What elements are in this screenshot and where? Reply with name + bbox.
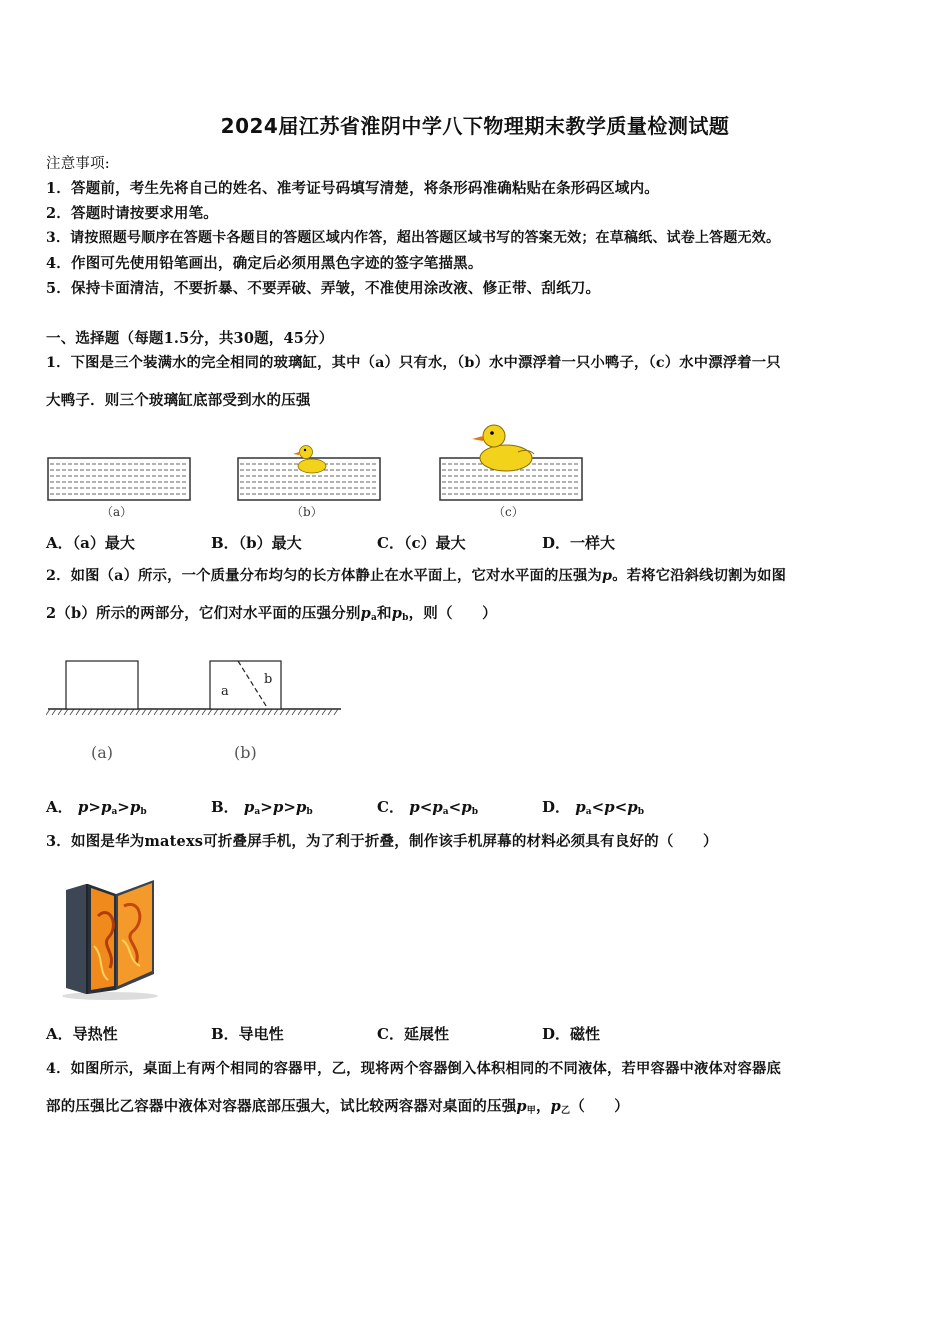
notice-item: 2．答题时请按要求用笔。 bbox=[46, 205, 218, 222]
q2-figure bbox=[46, 655, 346, 770]
q1-option-b[interactable]: B．（b）最大 bbox=[211, 534, 302, 552]
phone-back bbox=[66, 884, 86, 994]
q3-option-b[interactable]: B．导电性 bbox=[211, 1025, 284, 1043]
question-3-text: 3．如图是华为matexs可折叠屏手机，为了利于折叠，制作该手机屏幕的材料必须具有良好的（ ） bbox=[46, 833, 718, 850]
phone-screen-left bbox=[91, 888, 114, 990]
notice-item: 3．请按照题号顺序在答题卡各题目的答题区域内作答，超出答题区域书写的答案无效；在草稿纸、试卷上答题无效。 bbox=[46, 230, 781, 246]
section-heading: 一、选择题（每题1.5分，共30题，45分） bbox=[46, 330, 334, 347]
q3-option-a[interactable]: A．导热性 bbox=[46, 1025, 118, 1043]
block-a bbox=[66, 661, 138, 709]
question-2-text: 2．如图（a）所示，一个质量分布均匀的长方体静止在水平面上，它对水平面的压强为p。若将它沿斜线切割为如图 bbox=[46, 568, 787, 584]
phone-screen-right bbox=[118, 883, 152, 986]
q2-option-c[interactable]: C． $p<p_a<p_b$ bbox=[377, 798, 478, 817]
tank-a bbox=[48, 458, 190, 519]
fig-label-b: （b） bbox=[291, 505, 323, 519]
tank-c bbox=[440, 425, 582, 519]
notice-heading: 注意事项: bbox=[46, 156, 110, 172]
q1-option-d[interactable]: D．一样大 bbox=[542, 534, 616, 552]
q2-option-b[interactable]: B． $p_a>p>p_b$ bbox=[211, 798, 313, 817]
foldable-phone-image bbox=[58, 876, 163, 1001]
small-duck bbox=[293, 446, 326, 474]
q3-option-c[interactable]: C．延展性 bbox=[377, 1025, 449, 1043]
page-title: 2024届江苏省淮阴中学八下物理期末教学质量检测试题 bbox=[220, 114, 730, 138]
question-2-text-cont: 2（b）所示的两部分，它们对水平面的压强分别$p_a$和$p_b$，则（ ） bbox=[46, 605, 497, 623]
fig-label-c: （c） bbox=[493, 505, 524, 519]
q2-option-d[interactable]: D． $p_a<p<p_b$ bbox=[542, 798, 645, 817]
tank-b bbox=[238, 446, 380, 520]
q3-option-d[interactable]: D．磁性 bbox=[542, 1025, 601, 1043]
piece-label-a: a bbox=[221, 684, 229, 699]
q2-option-a[interactable]: A． $p>p_a>p_b$ bbox=[46, 798, 147, 817]
q1-option-a[interactable]: A．（a）最大 bbox=[46, 534, 135, 552]
q1-option-c[interactable]: C．（c）最大 bbox=[377, 534, 466, 552]
question-1-text: 1．下图是三个装满水的完全相同的玻璃缸，其中（a）只有水，（b）水中漂浮着一只小鸭子，（c）水中漂浮着一只 bbox=[46, 355, 781, 371]
notice-item: 5．保持卡面清洁，不要折暴、不要弄破、弄皱，不准使用涂改液、修正带、刮纸刀。 bbox=[46, 280, 601, 297]
question-4-text-cont: 部的压强比乙容器中液体对容器底部压强大，试比较两容器对桌面的压强$p_甲$，$p_乙$（ ） bbox=[46, 1098, 630, 1116]
notice-item: 1．答题前，考生先将自己的姓名、准考证号码填写清楚，将条形码准确粘贴在条形码区域内。 bbox=[46, 180, 659, 197]
fig-label-a: (a) bbox=[91, 743, 114, 762]
piece-label-b: b bbox=[264, 672, 273, 687]
q1-figure bbox=[46, 418, 606, 523]
question-1-text-cont: 大鸭子．则三个玻璃缸底部受到水的压强 bbox=[46, 392, 311, 409]
fig-label-a: （a） bbox=[101, 505, 133, 519]
question-4-text: 4．如图所示，桌面上有两个相同的容器甲，乙，现将两个容器倒入体积相同的不同液体，若甲容器中液体对容器底 bbox=[46, 1061, 781, 1077]
fig-label-b: (b) bbox=[234, 743, 257, 762]
notice-item: 4．作图可先使用铅笔画出，确定后必须用黑色字迹的签字笔描黑。 bbox=[46, 255, 483, 272]
